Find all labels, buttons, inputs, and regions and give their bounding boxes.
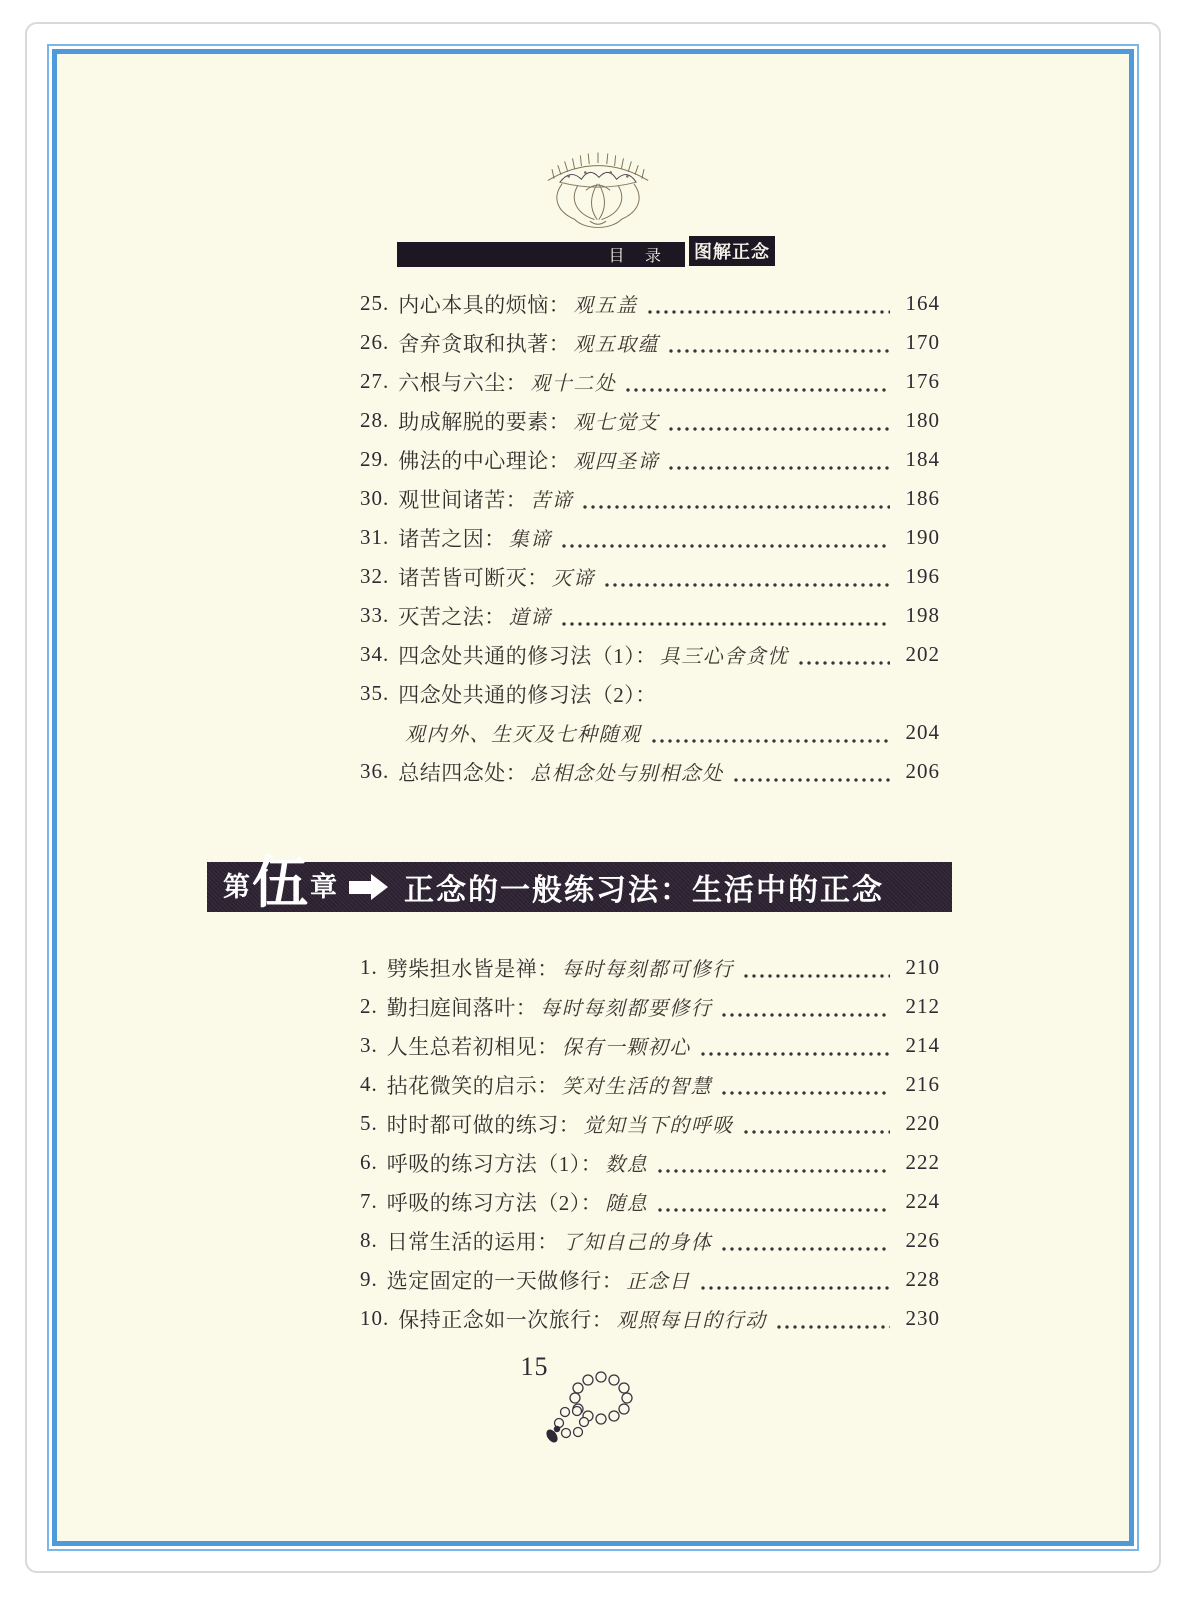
entry-number: 5. [360,1111,378,1135]
entry-page-number: 226 [905,1228,940,1252]
entry-page-number: 214 [905,1033,940,1057]
entry-page-number: 222 [905,1150,940,1174]
toc-entry [360,948,940,987]
toc-entry [360,987,940,1026]
dot-leader-icon [656,1208,890,1212]
entry-number: 26. [360,330,390,354]
entry-number: 34. [360,642,390,666]
toc-entry [360,1260,940,1299]
entry-number: 31. [360,525,390,549]
dot-leader-icon [656,1169,890,1173]
entry-title: 舍弃贪取和执著： [398,331,571,356]
page-footer [52,1350,1115,1451]
entry-title: 四念处共通的修习法（1）： [398,643,657,668]
entry-number: 30. [360,486,390,510]
entry-number: 25. [360,291,390,315]
entry-number: 9. [360,1267,378,1291]
dot-leader-icon [650,739,891,743]
toc-entry [360,635,940,674]
dot-leader-icon [720,1013,890,1017]
toc-entry [360,479,940,518]
entry-title: 诸苦皆可断灭： [398,565,549,590]
entry-page-number: 206 [905,759,940,783]
entry-page-number: 212 [905,994,940,1018]
toc-section-1 [360,284,940,791]
entry-page-number: 216 [905,1072,940,1096]
entry-title: 佛法的中心理论： [398,448,571,473]
entry-page-number: 228 [905,1267,940,1291]
lotus-icon [534,149,662,235]
dot-leader-icon [775,1325,890,1329]
page-body [52,49,1134,1546]
dot-leader-icon [560,544,890,548]
entry-number: 8. [360,1228,378,1252]
page-number: 15 [520,1352,549,1381]
entry-number: 28. [360,408,390,432]
entry-title: 时时都可做的练习： [386,1112,581,1137]
entry-number: 35. [360,681,390,705]
entry-page-number: 220 [905,1111,940,1135]
entry-page-number: 164 [905,291,940,315]
chapter-suffix: 章 [310,871,337,902]
entry-number: 4. [360,1072,378,1096]
chapter-numeral: 伍 [252,852,308,915]
entry-number: 2. [360,994,378,1018]
entry-title: 四念处共通的修习法（2）： [398,682,657,707]
entry-number: 27. [360,369,390,393]
entry-number: 36. [360,759,390,783]
entry-subtitle: 观内外、生灭及七种随观 [405,724,642,746]
entry-subtitle: 观五取蕴 [573,334,660,356]
entry-number: 29. [360,447,390,471]
entry-number: 6. [360,1150,378,1174]
entry-subtitle: 每时每刻都可修行 [561,959,734,981]
book-title-box [689,236,775,266]
dot-leader-icon [624,388,890,392]
entry-page-number: 210 [905,955,940,979]
dot-leader-icon [699,1286,890,1290]
toc-entry [360,1299,940,1338]
page-card [25,22,1161,1573]
entry-title: 保持正念如一次旅行： [398,1307,614,1332]
entry-subtitle: 数息 [605,1154,649,1176]
chapter-title: 正念的一般练习法：生活中的正念 [404,874,884,907]
entry-subtitle: 观七觉支 [573,412,660,434]
entry-number: 1. [360,955,378,979]
chapter-prefix: 第 [223,871,250,902]
toc-entry [360,440,940,479]
entry-subtitle: 观照每日的行动 [616,1310,767,1332]
toc-entry [360,557,940,596]
entry-title: 六根与六尘： [398,370,528,395]
page-header-bar [397,236,775,268]
entry-subtitle: 笑对生活的智慧 [561,1076,713,1098]
entry-subtitle: 了知自己的身体 [561,1232,713,1254]
entry-title: 日常生活的运用： [386,1229,559,1254]
toc-entry [360,284,940,323]
dot-leader-icon [560,622,890,626]
entry-title: 灭苦之法： [398,604,506,629]
toc-label: 目 录 [608,248,669,265]
dot-leader-icon [720,1091,890,1095]
dot-leader-icon [797,661,890,665]
dot-leader-icon [742,1130,890,1134]
entry-page-number: 180 [905,408,940,432]
entry-number: 32. [360,564,390,588]
entry-title: 助成解脱的要素： [398,409,571,434]
entry-title: 观世间诸苦： [398,487,528,512]
toc-entry [360,1182,940,1221]
entry-page-number: 176 [905,369,940,393]
dot-leader-icon [720,1247,890,1251]
entry-subtitle: 正念日 [626,1271,691,1293]
entry-number: 3. [360,1033,378,1057]
entry-page-number: 190 [905,525,940,549]
right-arrow-icon [349,874,388,900]
entry-page-number: 186 [905,486,940,510]
entry-title: 诸苦之因： [398,526,506,551]
entry-title: 呼吸的练习方法（1）： [386,1151,603,1176]
entry-page-number: 196 [905,564,940,588]
toc-entry [360,752,940,791]
entry-page-number: 170 [905,330,940,354]
entry-title: 内心本具的烦恼： [398,292,571,317]
toc-entry [360,1221,940,1260]
entry-number: 10. [360,1306,390,1330]
dot-leader-icon [667,349,890,353]
entry-subtitle: 保有一颗初心 [561,1037,691,1059]
entry-title: 勤扫庭间落叶： [386,995,538,1020]
entry-subtitle: 观五盖 [573,295,638,317]
toc-entry [360,596,940,635]
entry-page-number: 204 [905,720,940,744]
dot-leader-icon [667,427,890,431]
entry-title: 呼吸的练习方法（2）： [386,1190,603,1215]
toc-entry [360,1104,940,1143]
entry-title: 拈花微笑的启示： [386,1073,559,1098]
dot-leader-icon [667,466,890,470]
toc-entry [360,362,940,401]
toc-entry [360,518,940,557]
entry-page-number: 202 [905,642,940,666]
entry-subtitle: 灭谛 [551,568,595,590]
entry-title: 人生总若初相见： [386,1034,559,1059]
dot-leader-icon [581,505,890,509]
dot-leader-icon [732,778,890,782]
toc-entry [360,674,940,713]
entry-page-number: 184 [905,447,940,471]
entry-subtitle: 道谛 [508,607,552,629]
toc-entry [360,1026,940,1065]
entry-subtitle: 总相念处与别相念处 [530,763,724,785]
toc-header-strip [397,242,685,267]
entry-title: 总结四念处： [398,760,528,785]
toc-entry [360,401,940,440]
toc-entry [360,323,940,362]
entry-subtitle: 觉知当下的呼吸 [583,1115,734,1137]
entry-subtitle: 随息 [605,1193,649,1215]
dot-leader-icon [699,1052,890,1056]
entry-title: 劈柴担水皆是禅： [386,956,559,981]
dot-leader-icon [742,974,890,978]
toc-entry [360,713,940,752]
entry-subtitle: 苦谛 [530,490,574,512]
toc-entry [360,1143,940,1182]
entry-subtitle: 集谛 [508,529,552,551]
entry-page-number: 230 [905,1306,940,1330]
dot-leader-icon [646,310,890,314]
entry-title: 选定固定的一天做修行： [386,1268,624,1293]
toc-entry [360,1065,940,1104]
entry-number: 7. [360,1189,378,1213]
entry-number: 33. [360,603,390,627]
book-title: 图解正念 [694,242,770,262]
dot-leader-icon [603,583,890,587]
chapter-banner [207,852,952,915]
entry-subtitle: 观十二处 [530,373,617,395]
entry-subtitle: 每时每刻都要修行 [540,998,713,1020]
entry-subtitle: 观四圣谛 [573,451,660,473]
prayer-beads-icon [543,1366,638,1451]
toc-section-2 [360,948,940,1338]
blue-frame [47,44,1139,1551]
entry-page-number: 224 [905,1189,940,1213]
entry-page-number: 198 [905,603,940,627]
entry-subtitle: 具三心舍贪忧 [659,646,789,668]
